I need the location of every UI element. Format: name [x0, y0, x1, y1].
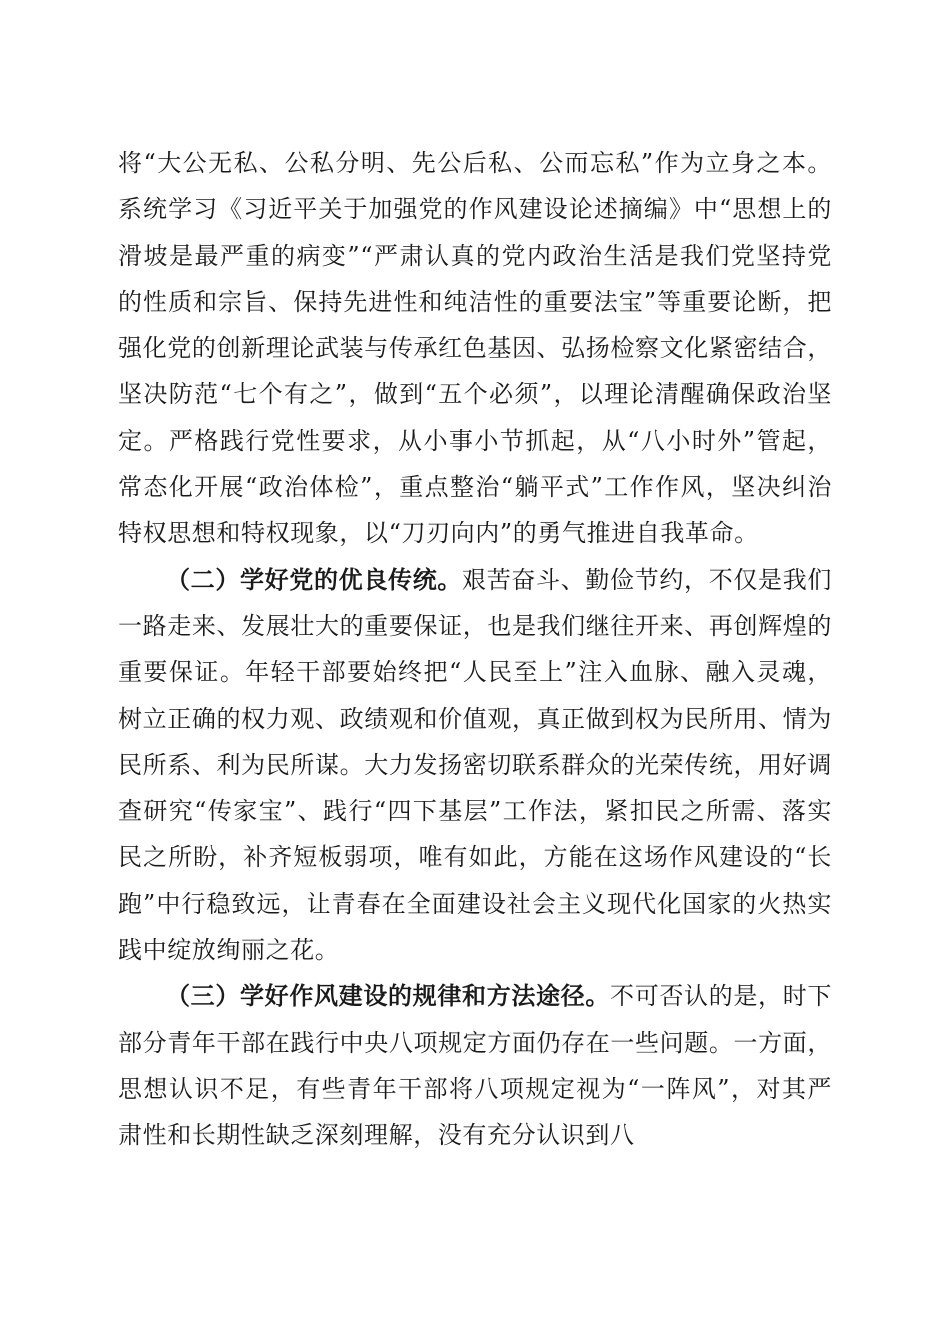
paragraph-2-heading: （二）学好党的优良传统。 [166, 565, 463, 594]
paragraph-3 [118, 973, 832, 1158]
paragraph-1-text: 将“大公无私、公私分明、先公后私、公而忘私”作为立身之本。系统学习《习近平关于加强党的作风建设论述摘编》中“思想上的滑坡是最严重的病变”“严肃认真的党内政治生活是我们党坚持党的性质和宗旨、保持先进性和纯洁性的重要法宝”等重要论断，把强化党的创新理论武装与传承红色基因、弘扬检察文化紧密结合，坚决防范“七个有之”，做到“五个必须”，以理论清醒确保政治坚定。严格践行党性要求，从小事小节抓起，从“八小时外”管起，常态化开展“政治体检”，重点整治“躺平式”工作作风，坚决纠治特权思想和特权现象，以“刀刃向内”的勇气推进自我革命。 [118, 149, 832, 548]
paragraph-1 [118, 140, 832, 557]
paragraph-2 [118, 557, 832, 974]
paragraph-3-text: 不可否认的是，时下部分青年干部在践行中央八项规定方面仍存在一些问题。一方面，思想认识不足，有些青年干部将八项规定视为“一阵风”，对其严肃性和长期性缺乏深刻理解，没有充分认识到八 [118, 982, 832, 1150]
paragraph-2-text: 艰苦奋斗、勤俭节约，不仅是我们一路走来、发展壮大的重要保证，也是我们继往开来、再创辉煌的重要保证。年轻干部要始终把“人民至上”注入血脉、融入灵魂，树立正确的权力观、政绩观和价值观，真正做到权为民所用、情为民所系、利为民所谋。大力发扬密切联系群众的光荣传统，用好调查研究“传家宝”、践行“四下基层”工作法，紧扣民之所需、落实民之所盼，补齐短板弱项，唯有如此，方能在这场作风建设的“长跑”中行稳致远，让青春在全面建设社会主义现代化国家的火热实践中绽放绚丽之花。 [118, 565, 832, 965]
paragraph-3-heading: （三）学好作风建设的规律和方法途径。 [166, 982, 611, 1011]
document-body [118, 140, 832, 1159]
